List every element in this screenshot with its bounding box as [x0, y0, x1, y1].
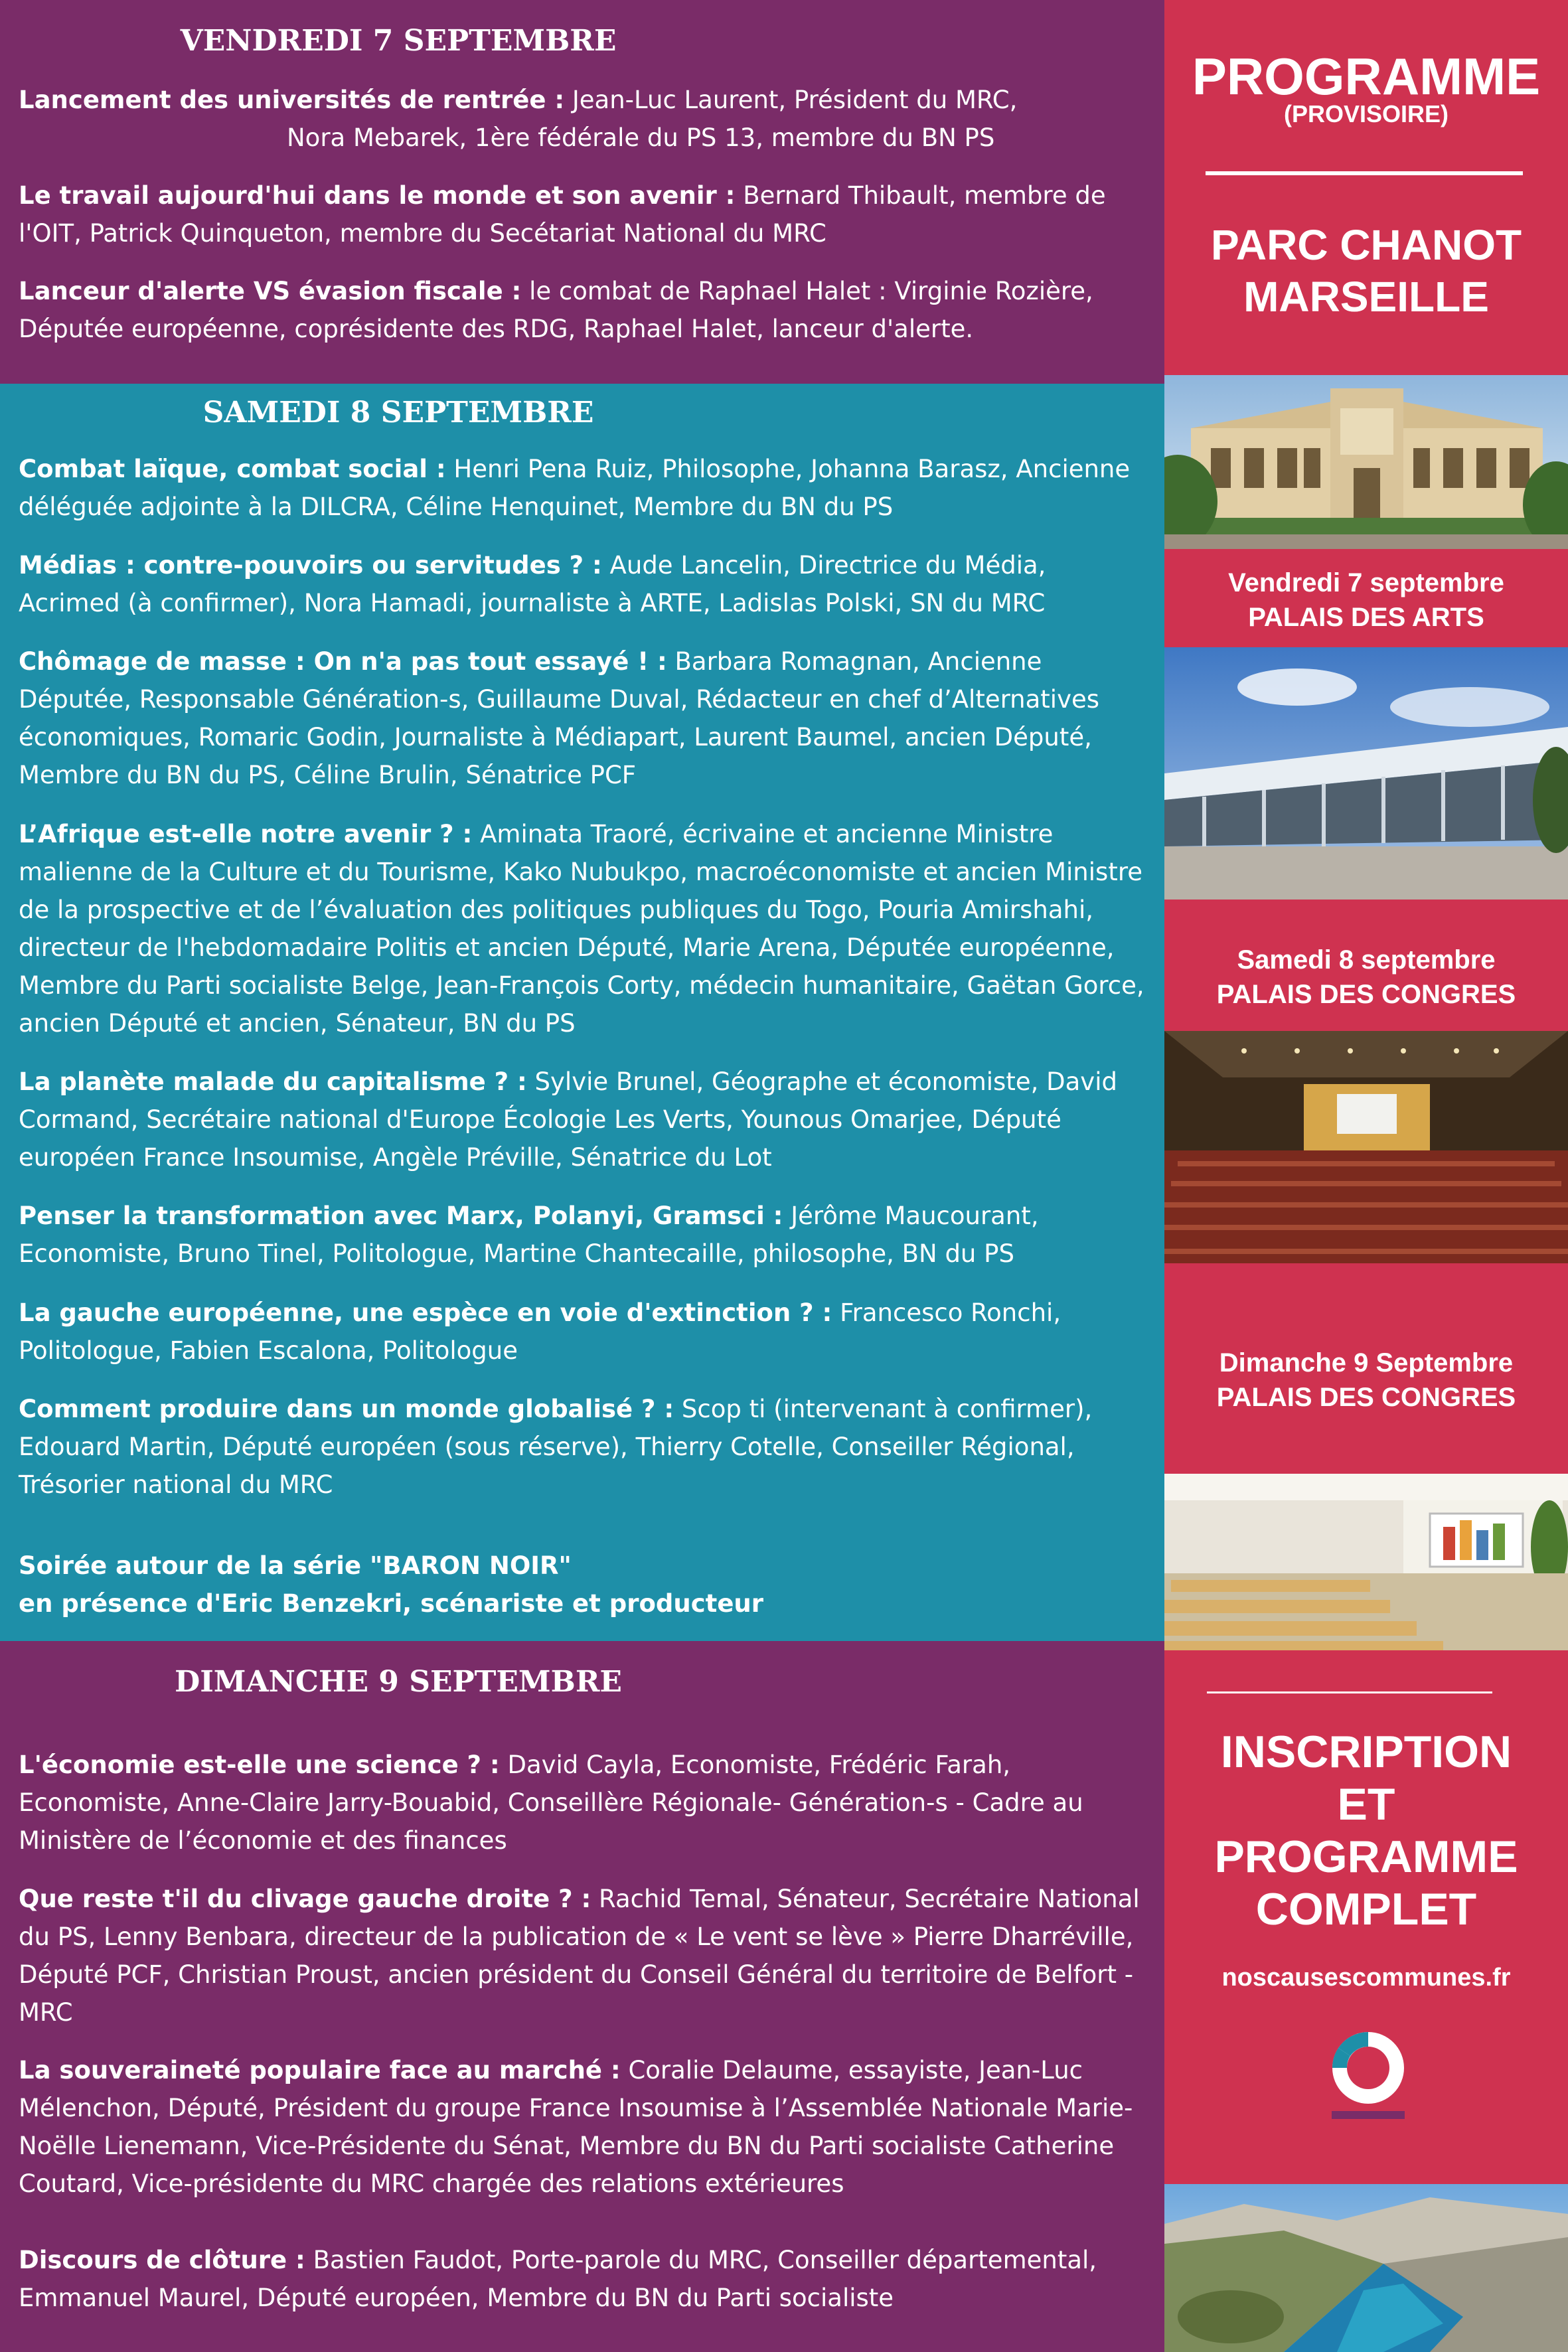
sunday-venue: Dimanche 9 Septembre PALAIS DES CONGRES [1216, 1348, 1516, 1412]
palais-des-arts-illustration [1164, 375, 1568, 549]
conference-room-photo [1164, 1474, 1568, 1650]
friday-item-3: Lanceur d'alerte VS évasion fiscale : le combat de Raphael Halet : Virginie Rozière, Députée européenne, coprésidente des RDG, Raphael Halet, lanceur d'alerte. [19, 277, 1093, 343]
saturday-item-5: La planète malade du capitalisme ? : Sylvie Brunel, Géographe et économiste, David Cormand, Secrétaire national d'Europe Écologie Les Verts, Younous Omarjee, Député européen France Insoumise, Angèle Préville, Sénatrice du Lot [19, 1067, 1117, 1172]
friday-item-2: Le travail aujourd'hui dans le monde et son avenir : Bernard Thibault, membre de l'OIT, Patrick Quinqueton, membre du Secétariat National du MRC [19, 181, 1106, 248]
conference-room-illustration [1164, 1474, 1568, 1650]
circle-logo-icon [1318, 2021, 1418, 2121]
calanque-illustration [1164, 2184, 1568, 2352]
saturday-item-3: Chômage de masse : On n'a pas tout essayé ! : Barbara Romagnan, Ancienne Députée, Responsable Génération-s, Guillaume Duval, Rédacteur en chef d’Alternatives économiques, Romaric Godin, Journaliste à Médiapart, Laurent Baumel, ancien Député, Membre du BN du PS, Céline Brulin, Sénatrice PCF [19, 647, 1100, 789]
saturday-item-6: Penser la transformation avec Marx, Polanyi, Gramsci : Jérôme Maucourant, Economiste, Bruno Tinel, Politologue, Martine Chantecaille, philosophe, BN du PS [19, 1202, 1039, 1268]
friday-venue: Vendredi 7 septembre PALAIS DES ARTS [1228, 568, 1504, 632]
sunday-item-2: Que reste t'il du clivage gauche droite ? : Rachid Temal, Sénateur, Secrétaire National du PS, Lenny Benbara, directeur de la publication de « Le vent se lève » Pierre Dharréville, Député PCF, Christian Proust, ancien président du Conseil Général du territoire de Belfort - MRC [19, 1885, 1140, 2027]
sidebar [1164, 0, 1568, 2352]
sunday-title: DIMANCHE 9 SEPTEMBRE [175, 1665, 622, 1699]
sunday-item-1: L'économie est-elle une science ? : David Cayla, Economiste, Frédéric Farah, Economiste, Anne-Claire Jarry-Bouabid, Conseillère Régionale- Génération-s - Cadre au Ministère de l’économie et des finances [19, 1751, 1083, 1855]
saturday-item-7: La gauche européenne, une espèce en voie d'extinction ? : Francesco Ronchi, Politologue, Fabien Escalona, Politologue [19, 1298, 1061, 1365]
friday-section [0, 0, 1164, 384]
sunday-item-3: La souveraineté populaire face au marché : Coralie Delaume, essayiste, Jean-Luc Mélenchon, Député, Président du groupe France Insoumise à l’Assemblée Nationale Marie-Noëlle Lienemann, Vice-Présidente du Sénat, Membre du BN du Parti socialiste Catherine Coutard, Vice-présidente du MRC chargée des relations extérieures [19, 2056, 1133, 2198]
auditorium-photo [1164, 1031, 1568, 1263]
friday-item-1: Lancement des universités de rentrée : Jean-Luc Laurent, Président du MRC, Nora Mebarek, 1ère fédérale du PS 13, membre du BN PS [19, 86, 1018, 152]
website-link[interactable]: noscausescommunes.fr [1221, 1964, 1511, 1992]
sunday-item-4: Discours de clôture : Bastien Faudot, Porte-parole du MRC, Conseiller départemental, Emmanuel Maurel, Député européen, Membre du BN du Parti socialiste [19, 2246, 1097, 2312]
friday-title: VENDREDI 7 SEPTEMBRE [180, 24, 617, 58]
saturday-item-4: L’Afrique est-elle notre avenir ? : Aminata Traoré, écrivaine et ancienne Ministre malienne de la Culture et du Tourisme, Kako Nubukpo, macroéconomiste et ancien Ministre de la prospective et de l’évaluation des politiques publiques du Togo, Pouria Amirshahi, directeur de l'hebdomadaire Politis et ancien Député, Marie Arena, Députée européenne, Membre du Parti socialiste Belge, Jean-François Corty, médecin humanitaire, Gaëtan Gorce, ancien Député et ancien, Sénateur, BN du PS [19, 820, 1144, 1038]
saturday-venue: Samedi 8 septembre PALAIS DES CONGRES [1216, 945, 1516, 1009]
venue-name: PARC CHANOT MARSEILLE [1210, 221, 1522, 321]
palais-des-congres-illustration [1164, 647, 1568, 900]
saturday-section [0, 384, 1164, 1641]
saturday-item-2: Médias : contre-pouvoirs ou servitudes ? : Aude Lancelin, Directrice du Média, Acrimed (à confirmer), Nora Hamadi, journaliste à ARTE, Ladislas Polski, SN du MRC [19, 551, 1046, 617]
auditorium-illustration [1164, 1031, 1568, 1263]
calanque-photo [1164, 2184, 1568, 2352]
palais-des-congres-photo [1164, 647, 1568, 900]
palais-des-arts-photo [1164, 375, 1568, 549]
soiree-baron-noir: Soirée autour de la série "BARON NOIR" en présence d'Eric Benzekri, scénariste et producteur [19, 1551, 763, 1618]
divider-bottom [1207, 1691, 1492, 1693]
inscription-heading: INSCRIPTION ET PROGRAMME COMPLET [1214, 1727, 1518, 1934]
programme-heading: PROGRAMME [1192, 47, 1541, 106]
saturday-item-8: Comment produire dans un monde globalisé ? : Scop ti (intervenant à confirmer), Edouard Martin, Député européen (sous réserve), Thierry Cotelle, Conseiller Régional, Trésorier national du MRC [19, 1395, 1093, 1499]
sunday-section [0, 1641, 1164, 2352]
divider-top [1206, 171, 1523, 175]
saturday-title: SAMEDI 8 SEPTEMBRE [202, 396, 594, 430]
noscausescommunes-logo [1318, 2021, 1418, 2121]
saturday-item-1: Combat laïque, combat social : Henri Pena Ruiz, Philosophe, Johanna Barasz, Ancienne déléguée adjointe à la DILCRA, Céline Henquinet, Membre du BN du PS [19, 455, 1131, 521]
provisoire-label: (PROVISOIRE) [1283, 100, 1449, 127]
